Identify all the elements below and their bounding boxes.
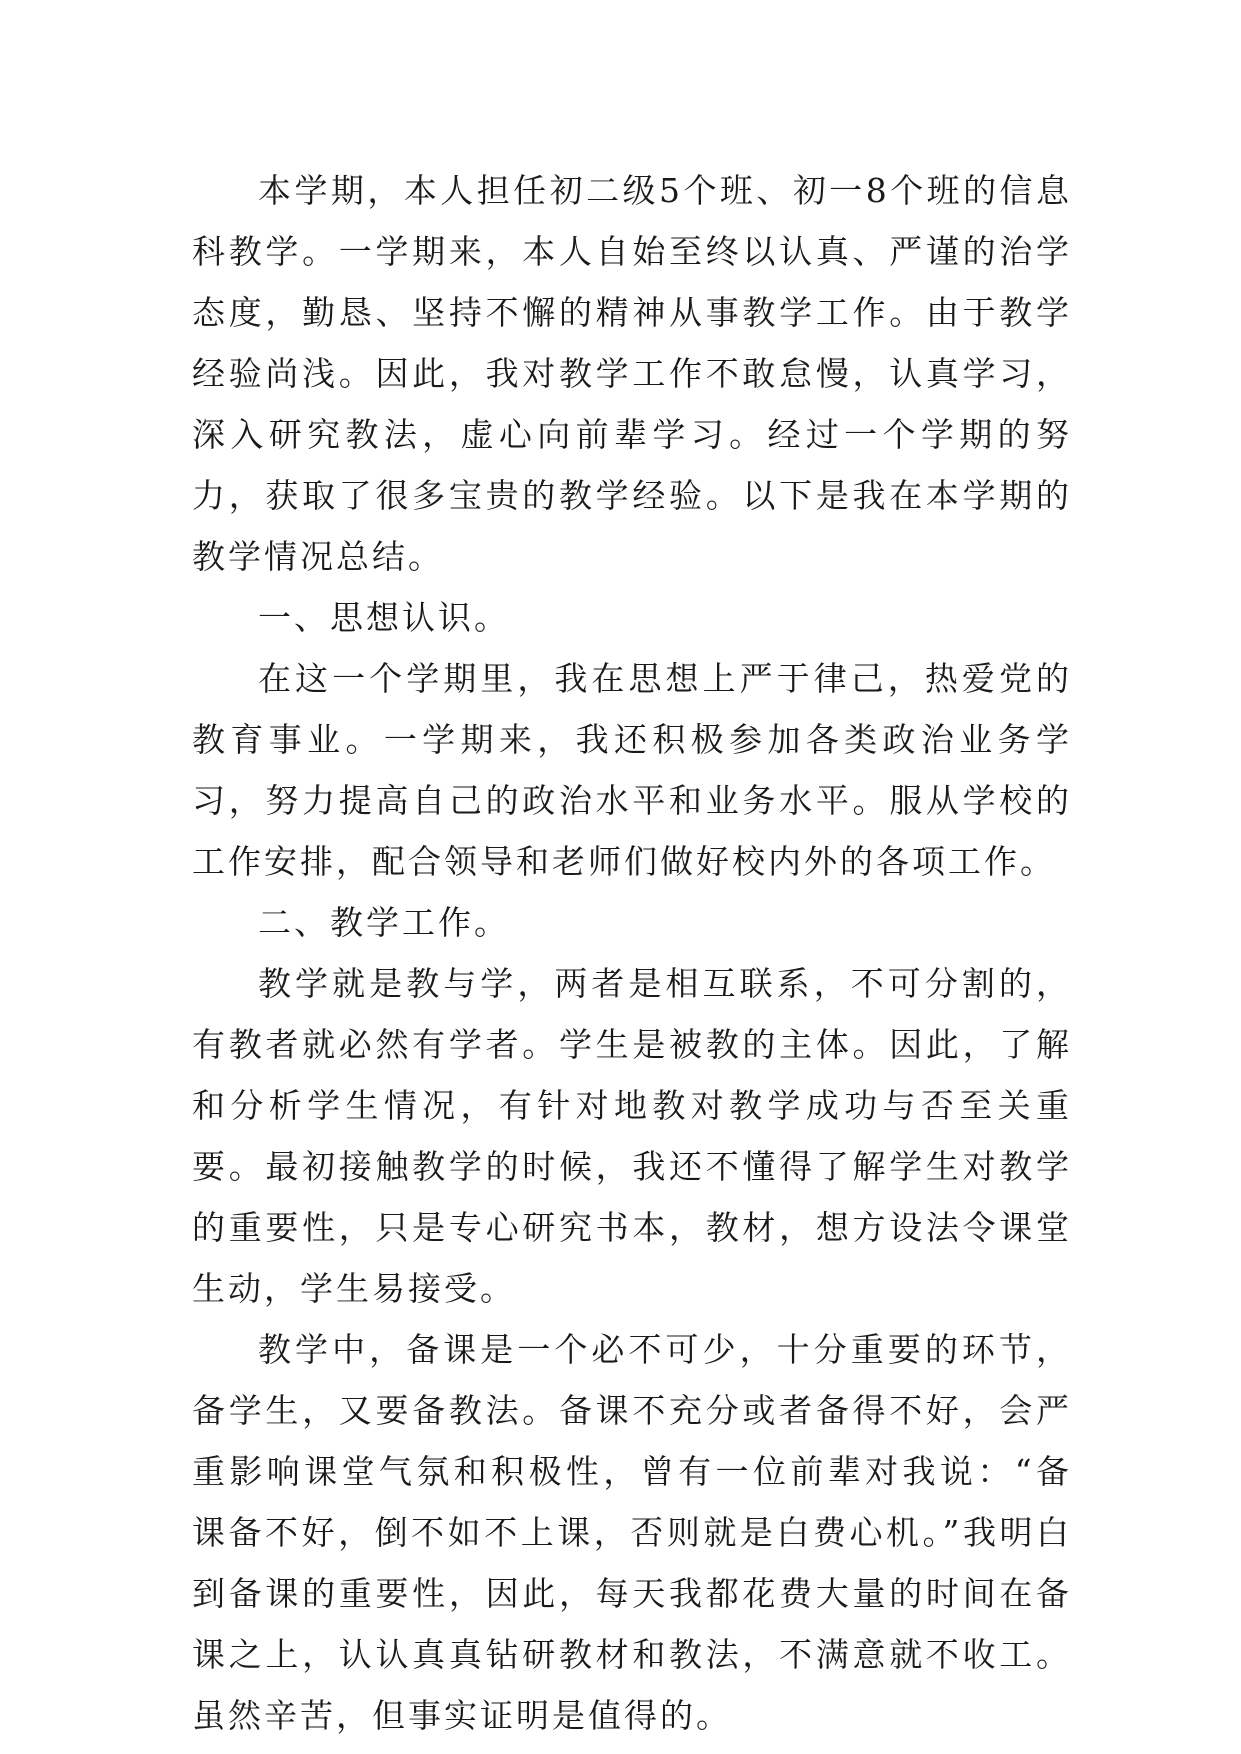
document-body (192, 160, 1072, 1746)
paragraph-thinking: 在这一个学期里，我在思想上严于律己，热爱党的教育事业。一学期来，我还积极参加各类政治业务学习，努力提高自己的政治水平和业务水平。服从学校的工作安排，配合领导和老师们做好校内外的各项工作。 (192, 659, 1072, 881)
paragraph-intro: 本学期，本人担任初二级5个班、初一8个班的信息科教学。一学期来，本人自始至终以认真、严谨的治学态度，勤恳、坚持不懈的精神从事教学工作。由于教学经验尚浅。因此，我对教学工作不敢怠慢，认真学习，深入研究教法，虚心向前辈学习。经过一个学期的努力，获取了很多宝贵的教学经验。以下是我在本学期的教学情况总结。 (192, 171, 1072, 576)
section-heading-teaching: 二、教学工作。 (258, 903, 510, 942)
section-heading-thinking: 一、思想认识。 (258, 598, 510, 637)
paragraph-teaching-intro: 教学就是教与学，两者是相互联系，不可分割的，有教者就必然有学者。学生是被教的主体。因此，了解和分析学生情况，有针对地教对教学成功与否至关重要。最初接触教学的时候，我还不懂得了解学生对教学的重要性，只是专心研究书本，教材，想方设法令课堂生动，学生易接受。 (192, 964, 1072, 1308)
paragraph-lesson-prep: 教学中，备课是一个必不可少，十分重要的环节，备学生，又要备教法。备课不充分或者备得不好，会严重影响课堂气氛和积极性，曾有一位前辈对我说：“备课备不好，倒不如不上课，否则就是白费心机。”我明白到备课的重要性，因此，每天我都花费大量的时间在备课之上，认认真真钻研教材和教法，不满意就不收工。虽然辛苦，但事实证明是值得的。 (192, 1330, 1072, 1735)
